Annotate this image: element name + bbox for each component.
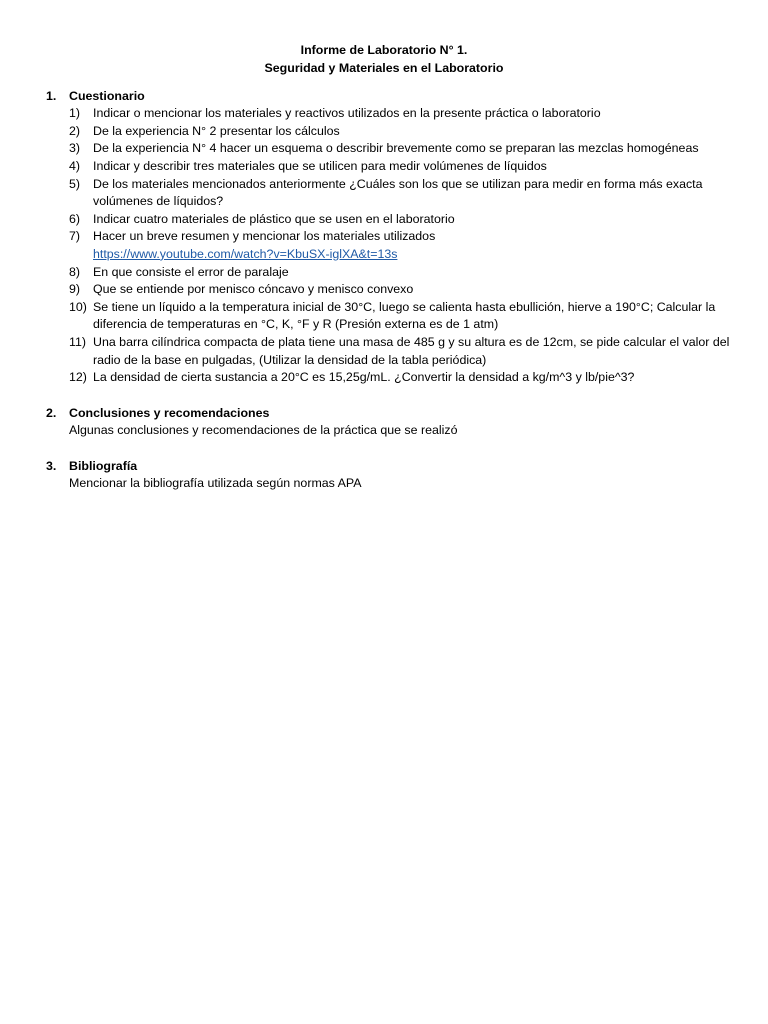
question-number: 8) — [69, 264, 81, 279]
question-number: 7) — [69, 229, 81, 244]
section-heading — [46, 88, 736, 106]
question-text: Una barra cilíndrica compacta de plata tiene una masa de 485 g y su altura es de 12cm, se pide calcular el valor del radio de la base en pulgadas, (Utilizar la densidad de la tabla periódica) — [93, 334, 730, 367]
document-title: Informe de Laboratorio N° 1. — [300, 43, 468, 57]
section-title: Cuestionario — [69, 88, 145, 103]
question-item — [69, 176, 736, 211]
section-number: 2. — [46, 405, 57, 420]
question-item — [69, 299, 736, 334]
section-conclusiones — [46, 405, 736, 440]
question-number: 3) — [69, 141, 81, 156]
question-number: 10) — [69, 299, 87, 314]
question-number: 6) — [69, 211, 81, 226]
question-number: 12) — [69, 370, 87, 385]
question-item — [69, 140, 736, 158]
question-text: La densidad de cierta sustancia a 20°C es 15,25g/mL. ¿Convertir la densidad a kg/m^3 y lb/pie^3? — [93, 370, 635, 385]
question-text: Indicar cuatro materiales de plástico que se usen en el laboratorio — [93, 211, 455, 226]
section-heading — [46, 458, 736, 476]
question-item — [69, 228, 736, 263]
question-item — [69, 369, 736, 387]
question-text: Que se entiende por menisco cóncavo y menisco convexo — [93, 282, 414, 297]
document-subtitle: Seguridad y Materiales en el Laboratorio — [264, 60, 504, 75]
section-title: Bibliografía — [69, 458, 138, 473]
question-text: De la experiencia N° 2 presentar los cálculos — [93, 123, 340, 138]
question-text: Se tiene un líquido a la temperatura inicial de 30°C, luego se calienta hasta ebullición, hierve a 190°C; Calcular la diferencia de temperaturas en °C, K, °F y R (Presión externa es de 1 atm) — [93, 299, 716, 332]
question-list — [46, 105, 736, 387]
document-title-block — [0, 42, 768, 77]
question-text-with-link — [93, 228, 736, 263]
question-number: 4) — [69, 158, 81, 173]
question-item — [69, 281, 736, 299]
question-number: 5) — [69, 176, 81, 191]
section-bibliografia — [46, 458, 736, 493]
question-item — [69, 158, 736, 176]
question-number: 11) — [69, 334, 86, 349]
section-cuestionario — [46, 88, 736, 387]
section-number: 3. — [46, 458, 57, 473]
question-item — [69, 211, 736, 229]
question-text: En que consiste el error de paralaje — [93, 264, 289, 279]
question-number: 9) — [69, 282, 81, 297]
question-item — [69, 264, 736, 282]
question-text: Indicar o mencionar los materiales y reactivos utilizados en la presente práctica o laboratorio — [93, 106, 601, 121]
question-text: De la experiencia N° 4 hacer un esquema o describir brevemente como se preparan las mezclas homogéneas — [93, 141, 699, 156]
section-title: Conclusiones y recomendaciones — [69, 405, 270, 420]
question-number: 1) — [69, 106, 81, 121]
question-number: 2) — [69, 123, 81, 138]
question-item — [69, 334, 736, 369]
section-body: Mencionar la bibliografía utilizada según normas APA — [69, 476, 362, 491]
question-item — [69, 105, 736, 123]
section-heading — [46, 405, 736, 423]
question-text: Hacer un breve resumen y mencionar los materiales utilizados — [93, 229, 436, 244]
section-number: 1. — [46, 88, 57, 103]
section-body: Algunas conclusiones y recomendaciones de la práctica que se realizó — [69, 423, 458, 438]
youtube-link[interactable]: https://www.youtube.com/watch?v=KbuSX-iglXA&t=13s — [93, 246, 398, 261]
question-text: Indicar y describir tres materiales que se utilicen para medir volúmenes de líquidos — [93, 158, 547, 173]
question-text: De los materiales mencionados anteriormente ¿Cuáles son los que se utilizan para medir en forma más exacta volúmenes de líquidos? — [93, 176, 703, 209]
question-item — [69, 123, 736, 141]
